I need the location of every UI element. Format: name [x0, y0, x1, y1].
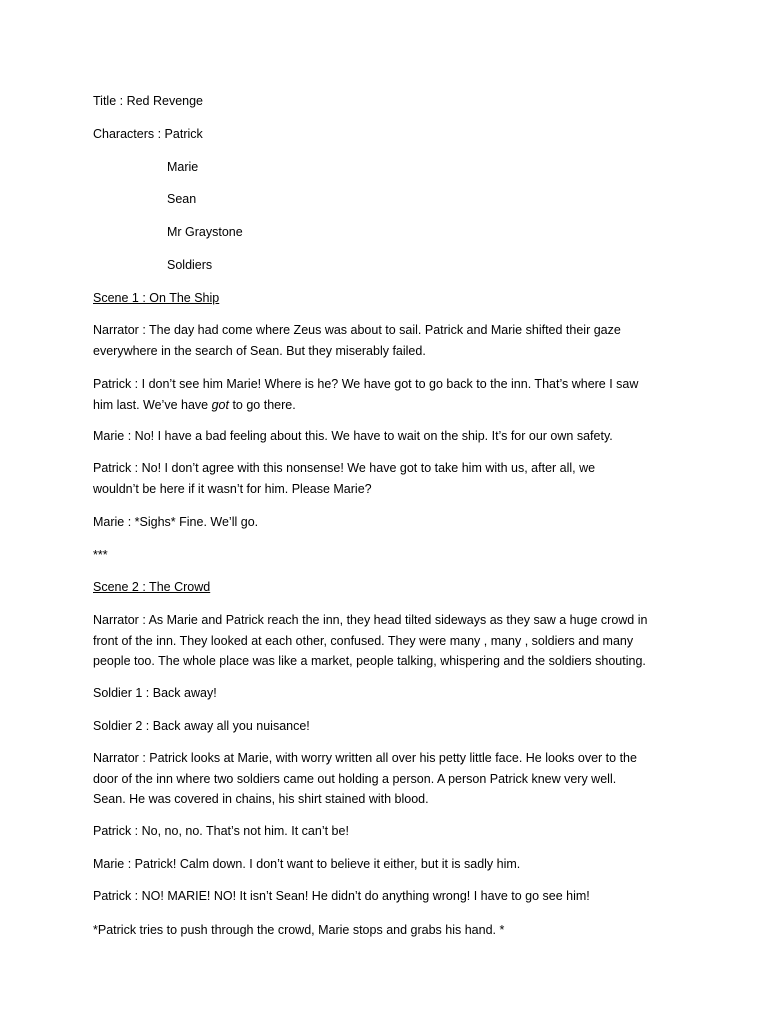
paragraph-line: Patrick : No! I don’t agree with this nonsense! We have got to take him with us, after all, we [93, 461, 596, 475]
character-marie: Marie [167, 160, 199, 174]
paragraph-line: wouldn’t be here if it wasn’t for him. Please Marie? [93, 481, 372, 496]
emphasis-got: got [211, 397, 229, 412]
paragraph-line: everywhere in the search of Sean. But they miserably failed. [93, 343, 426, 358]
scene-2-soldier-1-line [93, 683, 693, 704]
title-line: Title : Red Revenge [93, 94, 204, 108]
paragraph-line: Narrator : As Marie and Patrick reach the inn, they head tilted sideways as they saw a huge crowd in [93, 613, 648, 627]
scene-2-patrick-line [93, 821, 693, 842]
scene-2-soldier-2-line [93, 716, 693, 737]
paragraph-line: Narrator : Patrick looks at Marie, with worry written all over his petty little face. He looks over to the [93, 751, 637, 765]
paragraph-line: *Patrick tries to push through the crowd, Marie stops and grabs his hand. * [93, 923, 505, 937]
scene-2-narrator-paragraph-2 [93, 748, 693, 810]
paragraph-line [93, 395, 693, 416]
paragraph-line: Sean. He was covered in chains, his shirt stained with blood. [93, 792, 429, 806]
paragraph-line: Marie : Patrick! Calm down. I don’t want to believe it either, but it is sadly him. [93, 857, 521, 871]
paragraph-line: Marie : *Sighs* Fine. We’ll go. [93, 515, 259, 529]
character-soldiers: Soldiers [167, 258, 213, 272]
scene-separator: *** [93, 548, 108, 562]
scene-1-patrick-paragraph [93, 374, 693, 415]
scene-2-heading: Scene 2 : The Crowd [93, 580, 211, 594]
character-mr-graystone: Mr Graystone [167, 225, 243, 239]
paragraph-line: front of the inn. They looked at each other, confused. They were many , many , soldiers and many [93, 633, 634, 648]
text-run: to go there. [228, 397, 296, 412]
scene-2-narrator-paragraph [93, 610, 693, 672]
scene-1-patrick-paragraph-2 [93, 458, 693, 499]
scene-2-stage-direction [93, 920, 693, 941]
paragraph-line: Narrator : The day had come where Zeus was about to sail. Patrick and Marie shifted their gaze [93, 323, 621, 337]
paragraph-line: Soldier 1 : Back away! [93, 686, 217, 700]
scene-1-narrator-paragraph [93, 320, 693, 361]
paragraph-line: Patrick : NO! MARIE! NO! It isn’t Sean! He didn’t do anything wrong! I have to go see him! [93, 889, 590, 903]
paragraph-line: people too. The whole place was like a market, people talking, whispering and the soldiers shouting. [93, 654, 646, 668]
paragraph-line: Soldier 2 : Back away all you nuisance! [93, 719, 310, 733]
paragraph-line: Patrick : No, no, no. That’s not him. It can’t be! [93, 824, 349, 838]
scene-2-patrick-line-2 [93, 886, 693, 907]
scene-1-marie-paragraph-2 [93, 512, 693, 533]
paragraph-line: Patrick : I don’t see him Marie! Where is he? We have got to go back to the inn. That’s where I saw [93, 377, 639, 391]
paragraph-line: Marie : No! I have a bad feeling about this. We have to wait on the ship. It’s for our own safety. [93, 429, 613, 443]
character-sean: Sean [167, 192, 197, 206]
scene-1-heading: Scene 1 : On The Ship [93, 291, 220, 305]
paragraph-line: door of the inn where two soldiers came out holding a person. A person Patrick knew very well. [93, 771, 617, 786]
scene-1-marie-paragraph [93, 426, 693, 447]
scene-2-marie-line [93, 854, 693, 875]
text-run: him last. We’ve have [93, 397, 212, 412]
characters-label: Characters : Patrick [93, 127, 203, 141]
